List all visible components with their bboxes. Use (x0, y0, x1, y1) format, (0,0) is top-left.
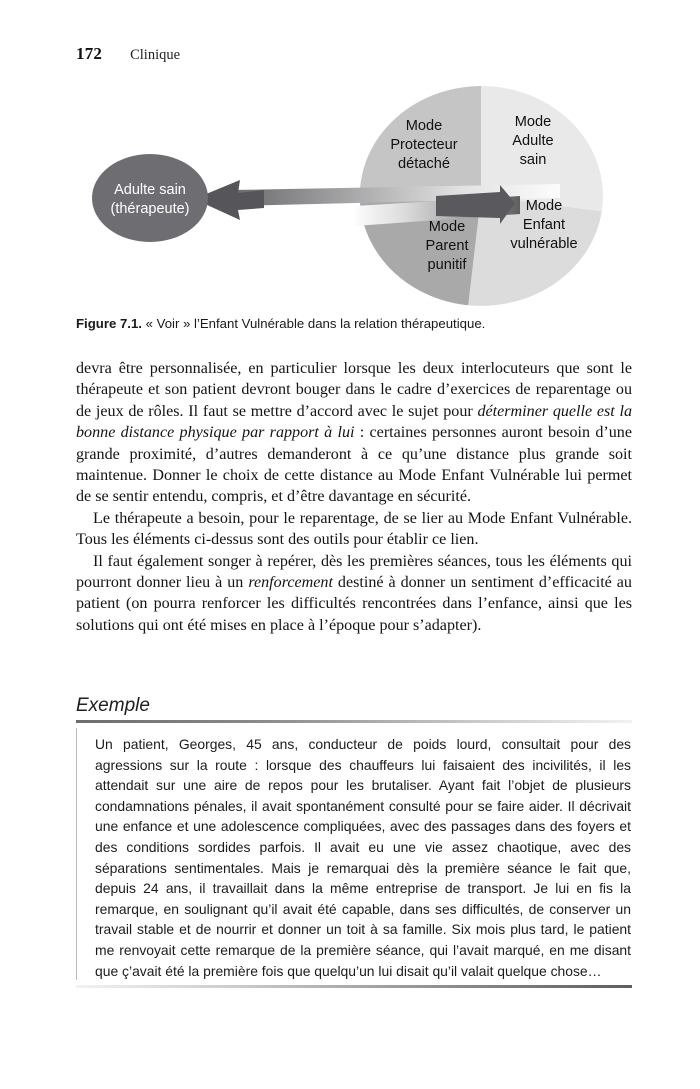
example-block (76, 728, 632, 980)
therapist-circle (92, 154, 208, 242)
figure-number: Figure 7.1. (76, 316, 142, 331)
pie-label-line: Mode (525, 198, 563, 214)
pie-label-line: sain (519, 152, 547, 168)
pie-label-line: Mode (514, 114, 552, 130)
body-run: Il faut également songer à repérer, dès les premières séances, tous les éléments qui pourront donner lieu à un (76, 552, 632, 592)
pie-label-line: Mode (405, 118, 443, 134)
body-paragraph (76, 551, 632, 637)
pie-label-line: vulnérable (510, 236, 578, 252)
body-text (76, 358, 632, 636)
emphasis-text: renforcement (248, 574, 333, 592)
body-run: : certaines personnes auront besoin d’une grande proximité, d’autres demanderont à ce qu’une distance plus grande soit maintenue. Donner le choix de cette distance au Mode Enfant Vulnérable lui permet de se sentir entendu, compris, et d’être davantage en sécurité. (76, 424, 633, 506)
body-run: Le thérapeute a besoin, pour le reparentage, de se lier au Mode Enfant Vulnérable. Tous les éléments ci-dessus sont des outils pour établir ce lien. (76, 509, 632, 549)
pie-label-line: Enfant (522, 217, 566, 233)
figure-graphic (0, 80, 700, 310)
emphasis-text: déterminer quelle est la bonne distance physique par rapport à lui (76, 402, 632, 442)
example-heading (76, 694, 632, 723)
example-body-text (95, 734, 631, 981)
figure-caption-text: « Voir » l’Enfant Vulnérable dans la relation thérapeutique. (141, 316, 486, 331)
body-paragraph (76, 508, 632, 551)
pie-label-line: Protecteur (390, 137, 458, 153)
example-rule-top (76, 720, 632, 723)
example-paragraph: Un patient, Georges, 45 ans, conducteur de poids lourd, consultait pour des agressions sur la route : lorsque des chauffeurs lui faisaient des incivilités, il les attendait sur une aire de repos pour les brutaliser. Ayant fait l’objet de plusieurs condamnations pénales, il avait spontanément consulté pour se faire aider. Il décrivait une enfance et une adolescence compliquées, avec des passages dans des foyers et des conditions sordides parfois. Il avait eu une vie assez chaotique, avec des séparations sentimentales. Mais je remarquai dès la première séance le fait que, depuis 24 ans, il travaillait dans la même entreprise de transport. Je lui en fis la remarque, en soulignant qu’il avait été capable, dans ses difficultés, de conserver un travail stable et de nourrir et donner un toit à sa famille. Six mois plus tard, le patient me renvoyait cette remarque de la première séance, qui l’avait marqué, en me disant que ç’avait été la première fois que quelqu’un lui disait qu’il valait quelque chose… (95, 736, 631, 979)
pie-label-line: détaché (398, 156, 450, 172)
therapist-label-line2: (thérapeute) (110, 201, 190, 217)
pie-label-line: Adulte (512, 133, 554, 149)
pie-label-line: Mode (428, 219, 466, 235)
therapist-label-line1: Adulte sain (114, 182, 186, 198)
pie-label-line: Parent (425, 238, 469, 254)
figure-caption (76, 315, 636, 332)
body-run: devra être personnalisée, en particulier lorsque les deux interlocuteurs que sont le thérapeute et son patient devront bouger dans le cadre d’exercices de reparentage ou de jeux de rôles. Il faut se mettre d’accord avec le sujet pour (76, 360, 632, 420)
figure-7-1 (0, 80, 700, 310)
example-rule-bottom (76, 985, 632, 988)
example-heading-label: Exemple (76, 695, 150, 716)
running-head (76, 44, 180, 64)
running-title: Clinique (130, 47, 181, 63)
page-number: 172 (76, 44, 103, 63)
pie-label-line: punitif (427, 257, 467, 273)
pie-label-mode-parent-punitif (426, 219, 469, 273)
body-paragraph (76, 358, 632, 508)
body-run: destiné à donner un sentiment d’efficacité au patient (on pourra renforcer les difficultés rencontrées dans l’enfance, ainsi que les solutions qui ont été mises en place à l’époque pour s’adapter). (76, 574, 632, 634)
